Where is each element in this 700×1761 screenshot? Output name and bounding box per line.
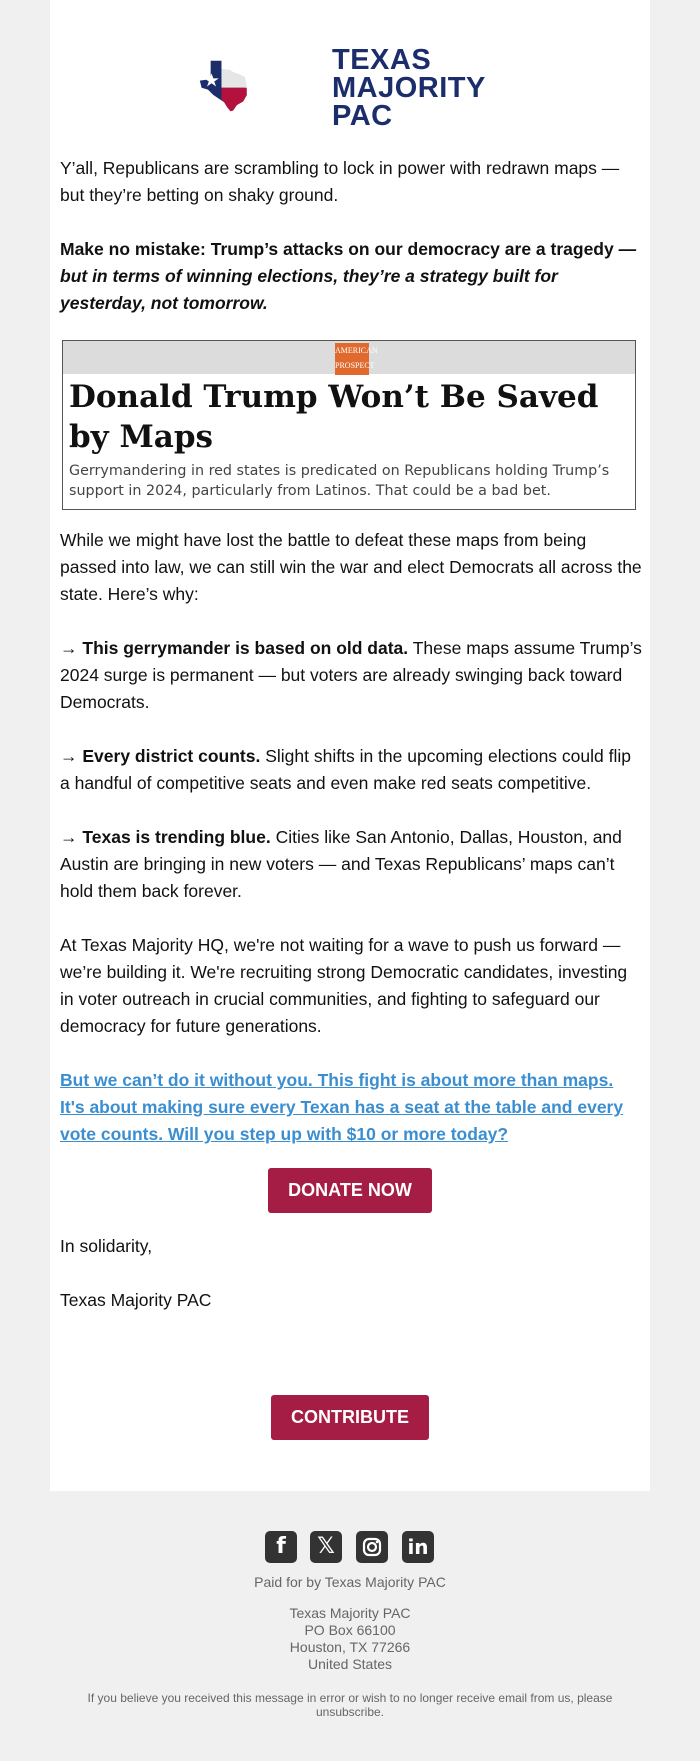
arrow-icon: → xyxy=(60,827,78,847)
logo-line-majority: MAJORITY xyxy=(332,72,486,104)
texas-state-logo xyxy=(198,28,338,144)
bullet-text: Slight shifts in the upcoming elections could flip a handful of competitive seats and even make red seats competitive. xyxy=(60,746,631,793)
donate-cta-link[interactable]: But we can’t do it without you. This fight is about more than maps. It's about making sure every Texan has a seat at the table and every vote counts. Will you step up with $10 or more today? xyxy=(60,1070,624,1144)
bullet-heading: Every district counts. xyxy=(82,746,261,766)
address-line-name: Texas Majority PAC xyxy=(289,1605,411,1621)
logo-wordmark xyxy=(332,46,532,130)
arrow-icon: → xyxy=(60,746,78,766)
signoff: In solidarity, xyxy=(60,1236,153,1256)
bullet-item xyxy=(60,635,642,716)
article-title: Donald Trump Won’t Be Saved by Maps xyxy=(69,379,599,455)
bullet-text: These maps assume Trump’s 2024 surge is permanent — but voters are already swinging back toward Democrats. xyxy=(60,638,642,712)
body-paragraph-2: At Texas Majority HQ, we're not waiting for a wave to push us forward — we’re building it. We're recruiting strong Democratic candidates, investing in voter outreach in crucial communities, and fighting to safeguard our democracy for future generations. xyxy=(60,935,628,1036)
bullet-item xyxy=(60,743,642,797)
arrow-icon: → xyxy=(60,638,78,658)
unsubscribe-notice[interactable]: If you believe you received this message in error or wish to no longer receive email from us, please unsubscribe. xyxy=(87,1691,613,1719)
emphasis-bold: Make no mistake: Trump’s attacks on our democracy are a tragedy xyxy=(60,239,614,259)
address-line-city: Houston, TX 77266 xyxy=(289,1639,411,1655)
article-preview[interactable] xyxy=(62,340,636,510)
email-card xyxy=(50,0,650,1491)
linkedin-icon[interactable]: in xyxy=(402,1531,434,1563)
address-line-country: United States xyxy=(307,1656,393,1672)
bullet-item xyxy=(60,824,642,905)
paid-for-disclaimer: Paid for by Texas Majority PAC xyxy=(254,1574,446,1590)
x-icon[interactable]: 𝕏 xyxy=(310,1531,342,1563)
logo-line-pac: PAC xyxy=(332,100,393,132)
donate-now-button[interactable]: DONATE NOW xyxy=(268,1168,432,1213)
emphasis-italic: — but in terms of winning elections, they’re a strategy built for yesterday, not tomorrow. xyxy=(60,239,637,313)
address-line-po-box: PO Box 66100 xyxy=(304,1622,396,1638)
body-paragraph-1: While we might have lost the battle to defeat these maps from being passed into law, we can still win the war and elect Democrats all across the state. Here’s why: xyxy=(60,530,642,604)
signature: Texas Majority PAC xyxy=(60,1290,212,1310)
publication-logo: AMERICAN PROSPECT xyxy=(335,343,369,375)
footer xyxy=(0,1491,700,1761)
instagram-glyph xyxy=(356,1531,388,1563)
instagram-icon[interactable] xyxy=(356,1531,388,1563)
emphasis-paragraph xyxy=(60,236,642,317)
contribute-button[interactable]: CONTRIBUTE xyxy=(271,1395,429,1440)
facebook-icon[interactable]: f xyxy=(265,1531,297,1563)
bullet-text: Cities like San Antonio, Dallas, Houston, and Austin are bringing in new voters — and Texas Republicans’ maps can’t hold them back forever. xyxy=(60,827,622,901)
bullet-heading: Texas is trending blue. xyxy=(82,827,271,847)
bullet-heading: This gerrymander is based on old data. xyxy=(82,638,409,658)
logo-line-texas: TEXAS xyxy=(332,44,432,76)
intro-paragraph: Y’all, Republicans are scrambling to lock in power with redrawn maps — but they’re betting on shaky ground. xyxy=(60,158,620,205)
cta-paragraph xyxy=(60,1067,642,1148)
article-subtitle: Gerrymandering in red states is predicated on Republicans holding Trump’s support in 2024, particularly from Latinos. That could be a bad bet. xyxy=(69,463,610,499)
